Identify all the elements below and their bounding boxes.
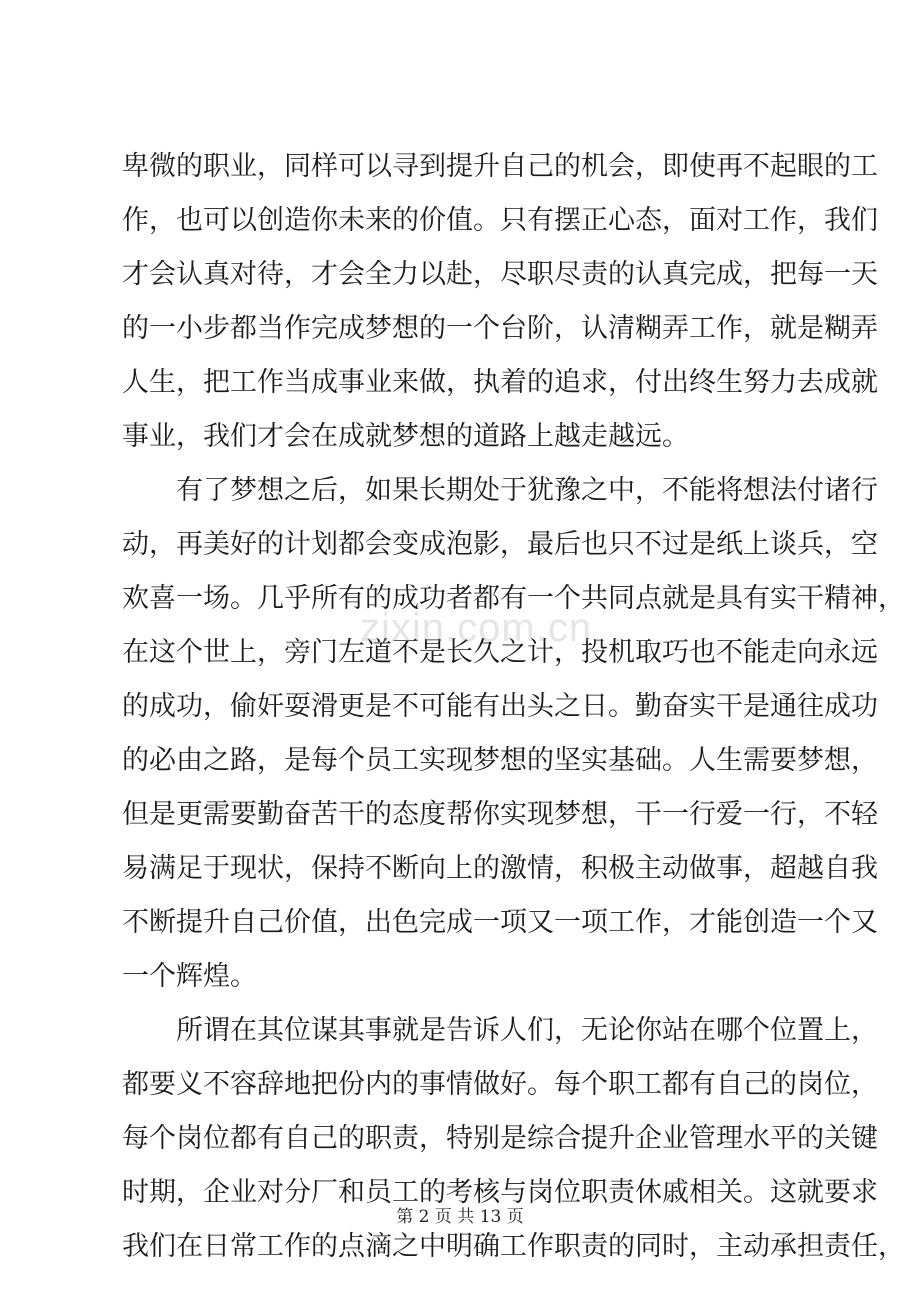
text-line: 卑微的职业，同样可以寻到提升自己的机会，即使再不起眼的工	[122, 151, 878, 182]
text-line: 的必由之路，是每个员工实现梦想的坚实基础。人生需要梦想，	[122, 745, 878, 776]
watermark: zixin.com.cn	[360, 606, 593, 650]
text-line: 的成功，偷奸耍滑更是不可能有出头之日。勤奋实干是通往成功	[122, 691, 878, 722]
text-line: 都要义不容辞地把份内的事情做好。每个职工都有自己的岗位，	[122, 1069, 878, 1100]
page-footer	[0, 1202, 920, 1227]
text-line: 时期，企业对分厂和员工的考核与岗位职责休戚相关。这就要求	[122, 1177, 878, 1208]
text-line: 每个岗位都有自己的职责，特别是综合提升企业管理水平的关键	[122, 1123, 878, 1154]
text-line: 不断提升自己价值，出色完成一项又一项工作，才能创造一个又	[122, 907, 878, 938]
text-line: 易满足于现状，保持不断向上的激情，积极主动做事，超越自我	[122, 853, 878, 884]
page-number-label: 第 2 页 共 13 页	[396, 1207, 524, 1227]
text-line: 一个辉煌。	[122, 961, 257, 992]
text-line: 有了梦想之后，如果长期处于犹豫之中，不能将想法付诸行	[176, 475, 878, 506]
text-line: 才会认真对待，才会全力以赴，尽职尽责的认真完成，把每一天	[122, 259, 878, 290]
text-line: 但是更需要勤奋苦干的态度帮你实现梦想，干一行爱一行，不轻	[122, 799, 878, 830]
text-line: 事业，我们才会在成就梦想的道路上越走越远。	[122, 421, 689, 452]
text-line: 我们在日常工作的点滴之中明确工作职责的同时，主动承担责任，	[122, 1231, 905, 1262]
text-line: 欢喜一场。几乎所有的成功者都有一个共同点就是具有实干精神，	[122, 583, 905, 614]
text-line: 在这个世上，旁门左道不是长久之计，投机取巧也不能走向永远	[122, 637, 878, 668]
text-line: 动，再美好的计划都会变成泡影，最后也只不过是纸上谈兵，空	[122, 529, 878, 560]
body-text	[122, 140, 905, 1274]
text-line: 人生，把工作当成事业来做，执着的追求，付出终生努力去成就	[122, 367, 878, 398]
text-line: 的一小步都当作完成梦想的一个台阶，认清糊弄工作，就是糊弄	[122, 313, 878, 344]
text-line: 所谓在其位谋其事就是告诉人们，无论你站在哪个位置上，	[176, 1015, 878, 1046]
text-line: 作，也可以创造你未来的价值。只有摆正心态，面对工作，我们	[122, 205, 878, 236]
